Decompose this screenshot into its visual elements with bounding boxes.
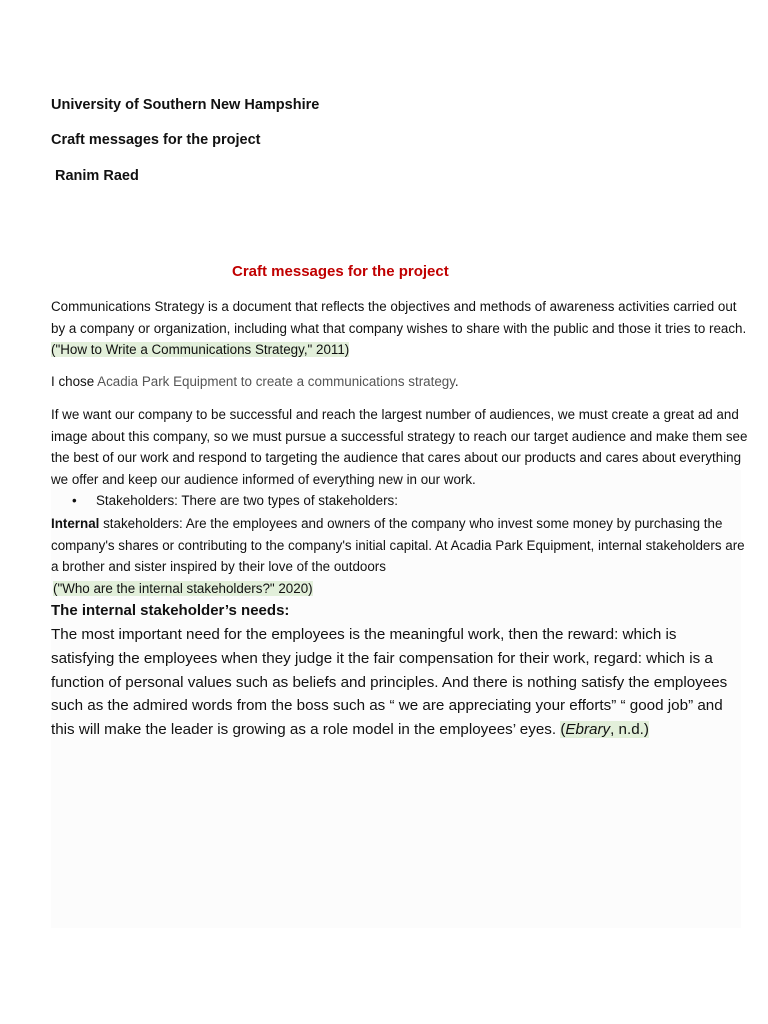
citation-communications-strategy: ("How to Write a Communications Strategy," 2011) (51, 342, 350, 358)
stakeholders-bullet (72, 492, 398, 510)
company-choice-prefix: I chose (51, 374, 98, 389)
citation-ebrary-rest: , n.d.) (610, 721, 649, 739)
paragraph-strategy: If we want our company to be successful and reach the largest number of audiences, we must create a great ad and image about this company, so we must pursue a successful strategy to reach our target audience and make them see the best of our work and respond to targeting the audience that cares about our products and cares about everything we offer and keep our audience informed of everything new in our work. (51, 407, 748, 488)
paragraph-company-choice (51, 371, 751, 393)
citation-internal-stakeholders-text: ("Who are the internal stakeholders?" 2020) (53, 581, 313, 596)
paragraph-definition (51, 296, 751, 361)
paragraph-internal-stakeholders (51, 513, 751, 578)
citation-ebrary-source: Ebrary (565, 721, 611, 739)
citation-ebrary-open: ( (560, 721, 566, 739)
internal-label: Internal (51, 516, 100, 531)
internal-stakeholders-text: stakeholders: Are the employees and owners of the company who invest some money by purchasing the company's shares or contributing to the company's initial capital. At Acadia Park Equipment, internal stakeholders are a brother and sister inspired by their love of the outdoors (51, 516, 745, 575)
needs-text: The most important need for the employees is the meaningful work, then the reward: which is satisfying the employees when they judge it the fair compensation for their work, regard: which is a function of personal values such as beliefs and principles. And there is nothing satisfy the employees such as the admired words from the boss such as “ we are appreciating your efforts” “ good job” and this will make the leader is growing as a role model in the employees’ eyes. (51, 626, 728, 739)
document-title: Craft messages for the project (232, 263, 449, 280)
paragraph-needs (51, 623, 741, 742)
needs-heading: The internal stakeholder’s needs: (51, 602, 290, 619)
paragraph-definition-text: Communications Strategy is a document that reflects the objectives and methods of awareness activities carried out by a company or organization, including what that company wishes to share with the public and those it tries to reach. (51, 299, 747, 336)
stakeholders-bullet-text: Stakeholders: There are two types of stakeholders: (96, 493, 398, 508)
citation-internal-stakeholders (53, 579, 313, 598)
company-choice-suffix: . (454, 374, 459, 389)
citation-ebrary (560, 721, 649, 738)
company-name-text: Acadia Park Equipment to create a communications strategy (97, 374, 455, 389)
bullet-dot-icon: • (72, 493, 77, 508)
university-name: University of Southern New Hampshire (51, 97, 320, 113)
assignment-title: Craft messages for the project (51, 132, 261, 148)
author-name: Ranim Raed (55, 168, 139, 184)
